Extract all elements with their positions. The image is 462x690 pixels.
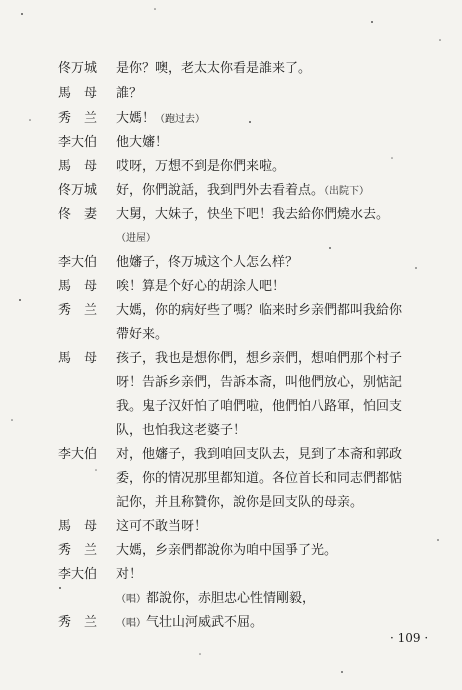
dialogue-line — [0, 348, 462, 370]
dialogue-words: 都說你，赤胆忠心性情剛毅， — [146, 591, 316, 606]
dialogue-line — [0, 396, 462, 418]
dialogue-text: 他大嬸！ — [116, 135, 169, 150]
dialogue-text — [116, 108, 446, 131]
dialogue-line — [0, 108, 462, 130]
speaker-name: 馬 母 — [58, 519, 98, 534]
dialogue-text: 对，他嬸子，我到咱回支队去，見到了本斋和郭政 — [116, 447, 403, 462]
stage-direction: （进屋） — [116, 233, 156, 244]
speaker-name: 李大伯 — [58, 135, 98, 150]
dialogue-line — [0, 228, 462, 250]
dialogue-line — [0, 372, 462, 394]
dialogue-line — [0, 156, 462, 178]
speaker-name: 馬 母 — [58, 279, 98, 294]
speaker-name: 李大伯 — [58, 255, 98, 270]
dialogue-text — [116, 180, 446, 203]
speaker-name: 秀 兰 — [58, 615, 98, 630]
dialogue-text — [116, 588, 446, 611]
dialogue-line — [0, 492, 462, 514]
stage-direction: （跑过去） — [155, 114, 206, 125]
dialogue-line — [0, 180, 462, 202]
dialogue-line — [0, 420, 462, 442]
speaker-name: 馬 母 — [58, 86, 98, 101]
speaker-name: 佟 妻 — [58, 207, 98, 222]
dialogue-text: 委，你的情况那里都知道。各位首长和同志們都惦 — [116, 471, 403, 486]
speaker-name: 佟万城 — [58, 183, 98, 198]
speaker-name: 秀 兰 — [58, 543, 98, 558]
dialogue-text: 大媽，乡亲們都說你为咱中国爭了光。 — [116, 543, 338, 558]
stage-direction: （唱） — [116, 618, 146, 629]
dialogue-text: 这可不敢当呀！ — [116, 519, 208, 534]
speaker-name: 秀 兰 — [58, 111, 98, 126]
dialogue-text: 呀！告訴乡亲們，告訴本斋，叫他們放心，别惦記 — [116, 375, 403, 390]
dialogue-words: 大媽！ — [116, 111, 156, 126]
dialogue-text: 帶好来。 — [116, 327, 169, 342]
dialogue-line — [0, 468, 462, 490]
dialogue-text: 是你？噢，老太太你看是誰来了。 — [116, 61, 312, 76]
dialogue-line — [0, 444, 462, 466]
dialogue-text: 队，也怕我这老婆子！ — [116, 423, 247, 438]
dialogue-text: 他嬸子，佟万城这个人怎么样？ — [116, 255, 299, 270]
speaker-name: 李大伯 — [58, 447, 98, 462]
dialogue-line — [0, 516, 462, 538]
dialogue-line — [0, 540, 462, 562]
dialogue-line — [0, 252, 462, 274]
dialogue-text: 記你，并且称贊你，說你是回支队的母亲。 — [116, 495, 364, 510]
dialogue-line — [0, 83, 462, 105]
dialogue-text: 孩子，我也是想你們，想乡亲們，想咱們那个村子 — [116, 351, 403, 366]
dialogue-line — [0, 58, 462, 80]
dialogue-line — [0, 132, 462, 154]
speaker-name: 李大伯 — [58, 567, 98, 582]
stage-direction: （唱） — [116, 594, 146, 605]
dialogue-text: 唉！算是个好心的胡涂人吧！ — [116, 279, 286, 294]
dialogue-text: 对！ — [116, 567, 143, 582]
dialogue-line — [0, 204, 462, 226]
dialogue-text: 大媽，你的病好些了嗎？临来时乡亲們都叫我給你 — [116, 303, 403, 318]
dialogue-text: 誰？ — [116, 86, 143, 101]
stage-direction: （出院下） — [324, 186, 370, 197]
speaker-name: 佟万城 — [58, 61, 98, 76]
speaker-name: 馬 母 — [58, 159, 98, 174]
dialogue-text: 大舅，大妹子，快坐下吧！我去給你們燒水去。 — [116, 207, 390, 222]
dialogue-line — [0, 324, 462, 346]
dialogue-line — [0, 564, 462, 586]
dialogue-line — [0, 276, 462, 298]
dialogue-words: 气壮山河威武不屈。 — [146, 615, 264, 630]
dialogue-words: 好，你們說話，我到門外去看着点。 — [116, 183, 325, 198]
dialogue-line — [0, 588, 462, 610]
speaker-name: 秀 兰 — [58, 303, 98, 318]
dialogue-text: 我。鬼子汉奸怕了咱們啦，他們怕八路軍，怕回支 — [116, 399, 403, 414]
page-number: · 109 · — [390, 631, 429, 645]
dialogue-text: 哎呀，万想不到是你們来啦。 — [116, 159, 286, 174]
dialogue-line — [0, 300, 462, 322]
speaker-name: 馬 母 — [58, 351, 98, 366]
